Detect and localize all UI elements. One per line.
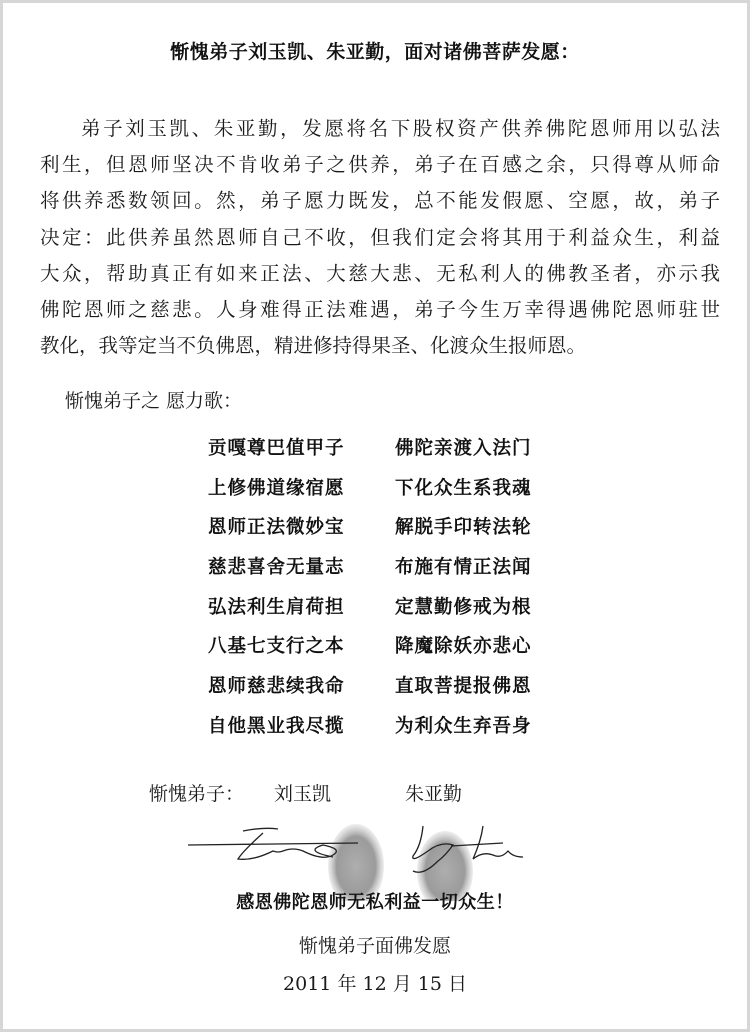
body-line: 将供养悉数领回。然，弟子愿力既发，总不能发假愿、空愿，故，弟子 [40, 189, 720, 213]
poem-right-verse: 直取菩提报佛恩 [395, 675, 532, 697]
poem-right-verse: 佛陀亲渡入法门 [395, 437, 532, 459]
closing-line: 惭愧弟子面佛发愿 [298, 935, 451, 957]
poem-left-verse: 慈悲喜舍无量志 [208, 556, 345, 578]
poem-left-verse: 恩师正法微妙宝 [208, 517, 345, 539]
body-line: 教化，我等定当不负佛恩，精进修持得果圣、化渡众生报师恩。 [40, 334, 587, 358]
vow-song-poem [208, 427, 568, 745]
poem-right-verse: 解脱手印转法轮 [395, 517, 532, 539]
poem-row [208, 625, 568, 665]
poem-right-verse: 定慧勤修戒为根 [395, 596, 532, 618]
poem-row [208, 546, 568, 586]
signers-label: 惭愧弟子： [149, 783, 245, 805]
signature-1 [188, 828, 358, 859]
signer-name-2: 朱亚勤 [405, 783, 463, 805]
vow-song-heading: 惭愧弟子之 愿力歌： [65, 390, 243, 412]
signer-name-1: 刘玉凯 [274, 783, 332, 805]
document-date: 2011 年 12 月 15 日 [283, 973, 467, 995]
poem-left-verse: 恩师慈悲续我命 [208, 675, 345, 697]
poem-right-verse: 降魔除妖亦悲心 [395, 636, 532, 658]
poem-right-verse: 为利众生弃吾身 [395, 715, 532, 737]
poem-row [208, 506, 568, 546]
poem-row [208, 427, 568, 467]
poem-right-verse: 下化众生系我魂 [395, 477, 532, 499]
thanks-line: 感恩佛陀恩师无私利益一切众生！ [236, 892, 514, 913]
poem-left-verse: 自他黑业我尽揽 [208, 715, 345, 737]
body-line: 决定：此供养虽然恩师自己不收，但我们定会将其用于利益众生，利益 [40, 225, 720, 249]
poem-left-verse: 贡嘎尊巴值甲子 [208, 437, 345, 459]
poem-row [208, 665, 568, 705]
body-line: 弟子刘玉凯、朱亚勤，发愿将名下股权资产供养佛陀恩师用以弘法 [81, 117, 720, 140]
poem-row [208, 705, 568, 745]
poem-left-verse: 弘法利生肩荷担 [208, 596, 345, 618]
body-line: 利生，但恩师坚决不肯收弟子之供养，弟子在百感之余，只得尊从师命 [40, 153, 720, 177]
poem-left-verse: 八基七支行之本 [208, 636, 345, 658]
poem-row [208, 467, 568, 507]
body-line: 大众，帮助真正有如来正法、大慈大悲、无私利人的佛教圣者，亦示我 [40, 261, 720, 285]
document-title: 惭愧弟子刘玉凯、朱亚勤，面对诸佛菩萨发愿： [170, 41, 580, 63]
vow-body-paragraph [40, 111, 720, 364]
signers-line [149, 779, 462, 806]
body-line: 佛陀恩师之慈悲。人身难得正法难遇，弟子今生万幸得遇佛陀恩师驻世 [40, 298, 720, 322]
poem-right-verse: 布施有情正法闻 [395, 556, 532, 578]
poem-row [208, 586, 568, 626]
poem-left-verse: 上修佛道缘宿愿 [208, 477, 345, 499]
